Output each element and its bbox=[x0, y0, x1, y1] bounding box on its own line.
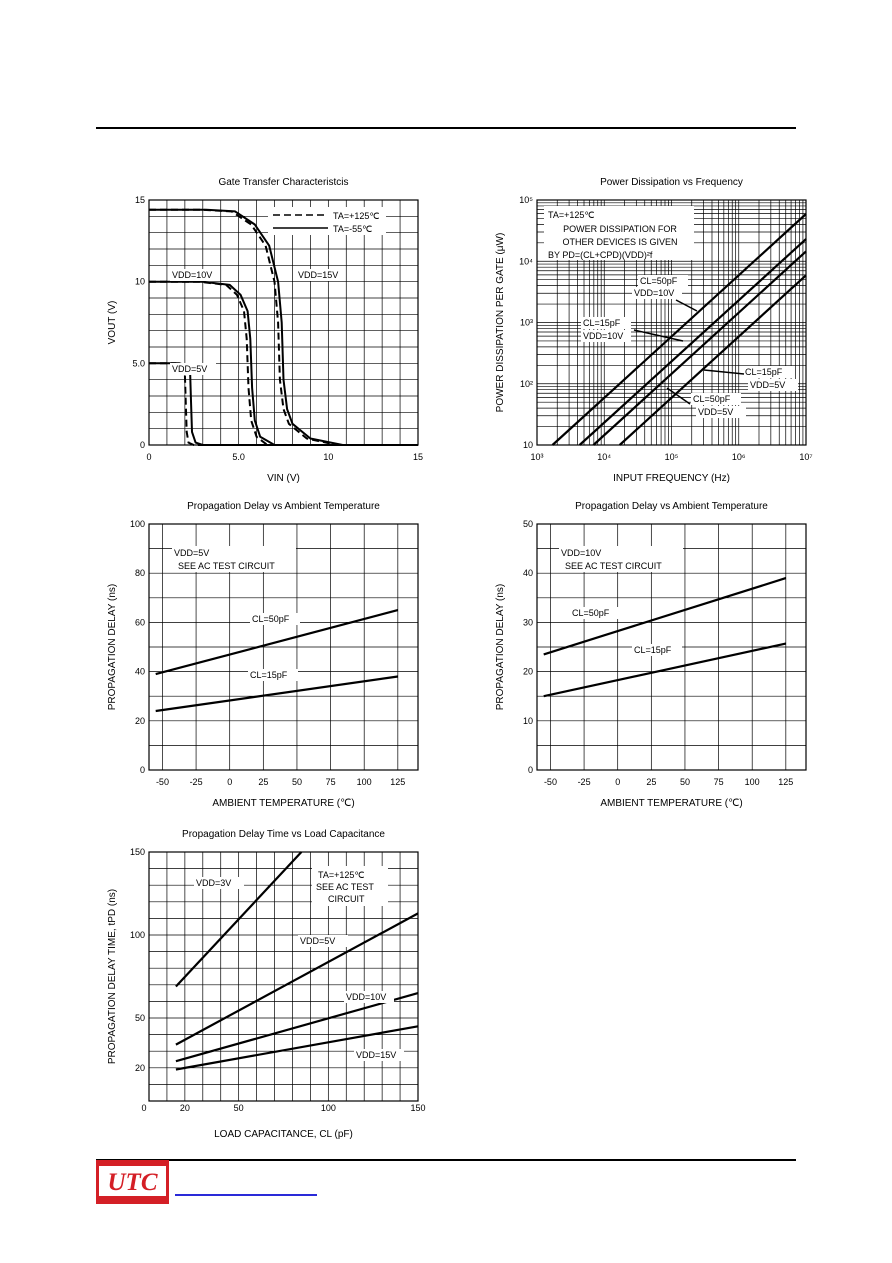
y-axis-label: PROPAGATION DELAY TIME, tPD (ns) bbox=[107, 888, 118, 1065]
y-tick-label: 50 bbox=[134, 1013, 145, 1023]
chart-title: Propagation Delay Time vs Load Capacitance bbox=[182, 829, 385, 840]
y-tick-label: 15 bbox=[134, 195, 145, 205]
y-axis-label: POWER DISSIPATION PER GATE (μW) bbox=[495, 232, 506, 413]
x-tick-label: 10⁶ bbox=[731, 452, 746, 462]
x-tick-label: 5.0 bbox=[232, 452, 245, 462]
x-tick-label: -25 bbox=[189, 777, 203, 787]
x-tick-label: 100 bbox=[744, 777, 760, 787]
y-tick-label: 10² bbox=[519, 378, 533, 389]
y-tick-label: 50 bbox=[522, 519, 533, 529]
x-tick-label: -25 bbox=[577, 777, 591, 787]
y-tick-label: 100 bbox=[129, 930, 145, 940]
note-label: BY PD=(CL+CPD)(VDD)²f bbox=[548, 250, 653, 260]
y-axis-label: PROPAGATION DELAY (ns) bbox=[107, 583, 118, 711]
y-tick-label: 20 bbox=[134, 715, 145, 726]
annotation-label: CL=15pF bbox=[583, 318, 621, 328]
x-tick-label: 50 bbox=[233, 1103, 244, 1113]
y-tick-label: 0 bbox=[139, 765, 145, 775]
y-tick-label: 10 bbox=[522, 440, 533, 450]
y-tick-label: 10 bbox=[522, 715, 533, 726]
x-tick-label: 20 bbox=[179, 1103, 190, 1113]
utc-logo-text: UTC bbox=[107, 1169, 158, 1196]
y-tick-label: 60 bbox=[134, 617, 145, 628]
note-label: VDD=10V bbox=[561, 548, 602, 558]
y-tick-label: 10⁵ bbox=[519, 195, 533, 205]
annotation-label: VDD=5V bbox=[172, 364, 208, 374]
x-tick-label: 50 bbox=[679, 777, 690, 787]
annotation-label: CL=15pF bbox=[745, 367, 783, 377]
note-label: SEE AC TEST CIRCUIT bbox=[565, 561, 662, 571]
x-axis-label: AMBIENT TEMPERATURE (℃) bbox=[600, 798, 743, 809]
prop-delay-vdd10-chart bbox=[495, 501, 806, 809]
y-tick-label: 0 bbox=[139, 440, 145, 450]
x-tick-label: 100 bbox=[320, 1103, 336, 1113]
note-label: VDD=5V bbox=[174, 548, 210, 558]
series-line bbox=[176, 913, 418, 1044]
x-tick-label: 10⁵ bbox=[664, 452, 679, 462]
series-line bbox=[580, 239, 806, 445]
chart-title: Propagation Delay vs Ambient Temperature bbox=[187, 501, 380, 512]
x-tick-label: -50 bbox=[543, 777, 557, 787]
prop-delay-vdd5-chart bbox=[107, 501, 418, 809]
annotation-label: VDD=15V bbox=[298, 270, 339, 280]
annotation-label: VDD=10V bbox=[172, 270, 213, 280]
x-tick-label: 125 bbox=[390, 777, 406, 787]
y-tick-label: 0 bbox=[527, 765, 533, 775]
note-label: POWER DISSIPATION FOR bbox=[563, 224, 677, 234]
legend-label: TA=+125℃ bbox=[333, 211, 380, 221]
annotation-label: VDD=10V bbox=[583, 331, 624, 341]
x-tick-label: 25 bbox=[646, 777, 657, 787]
y-tick-label: 5.0 bbox=[132, 358, 145, 369]
gate-transfer-chart bbox=[107, 177, 423, 484]
x-tick-label: 75 bbox=[713, 777, 724, 787]
x-tick-label: 0 bbox=[146, 452, 152, 462]
x-tick-label: 50 bbox=[291, 777, 302, 787]
chart-title: Power Dissipation vs Frequency bbox=[600, 177, 743, 188]
series-label: CL=15pF bbox=[634, 645, 672, 655]
x-tick-label: 15 bbox=[412, 452, 424, 462]
chart-title: Propagation Delay vs Ambient Temperature bbox=[575, 501, 768, 512]
prop-delay-load-cap-chart bbox=[107, 829, 426, 1140]
x-tick-label: 10⁴ bbox=[597, 452, 612, 462]
y-axis-label: VOUT (V) bbox=[107, 300, 118, 345]
plot-frame bbox=[149, 200, 418, 445]
annotation-label: CL=50pF bbox=[693, 394, 731, 404]
x-axis-label: LOAD CAPACITANCE, CL (pF) bbox=[214, 1129, 353, 1140]
series-label: VDD=3V bbox=[196, 878, 232, 888]
x-axis-label: VIN (V) bbox=[267, 473, 300, 484]
y-axis-label: PROPAGATION DELAY (ns) bbox=[495, 583, 506, 711]
x-tick-label: 25 bbox=[258, 777, 269, 787]
note-label: TA=+125℃ bbox=[318, 870, 365, 880]
y-tick-label: 10 bbox=[134, 276, 145, 287]
x-tick-label: 150 bbox=[410, 1103, 426, 1113]
series-label: VDD=15V bbox=[356, 1050, 397, 1060]
annotation-label: VDD=5V bbox=[698, 407, 734, 417]
y-tick-label: 10⁴ bbox=[519, 256, 533, 267]
y-tick-label: 40 bbox=[134, 666, 145, 677]
y-tick-label: 40 bbox=[522, 568, 533, 579]
series-line bbox=[620, 275, 806, 445]
x-tick-label: -50 bbox=[155, 777, 169, 787]
y-tick-label: 10³ bbox=[519, 317, 533, 328]
series-label: CL=50pF bbox=[572, 608, 610, 618]
series-label: VDD=5V bbox=[300, 936, 336, 946]
y-tick-label: 30 bbox=[522, 617, 533, 628]
y-tick-label: 150 bbox=[129, 847, 145, 857]
x-axis-label: INPUT FREQUENCY (Hz) bbox=[613, 473, 730, 484]
x-tick-label: 0 bbox=[141, 1103, 147, 1113]
note-label: CIRCUIT bbox=[328, 894, 365, 904]
y-tick-label: 20 bbox=[522, 666, 533, 677]
x-tick-label: 0 bbox=[615, 777, 621, 787]
footer-link-underline[interactable] bbox=[175, 1194, 317, 1196]
series-label: VDD=10V bbox=[346, 992, 387, 1002]
x-tick-label: 0 bbox=[227, 777, 233, 787]
note-label: TA=+125℃ bbox=[548, 210, 595, 220]
chart-title: Gate Transfer Characteristcis bbox=[218, 177, 349, 188]
annotation-label: VDD=10V bbox=[634, 288, 675, 298]
x-tick-label: 10³ bbox=[530, 452, 544, 462]
x-tick-label: 75 bbox=[325, 777, 336, 787]
x-tick-label: 100 bbox=[356, 777, 372, 787]
power-dissipation-chart bbox=[495, 177, 813, 484]
y-tick-label: 20 bbox=[134, 1062, 145, 1073]
note-label: SEE AC TEST CIRCUIT bbox=[178, 561, 275, 571]
annotation-label: CL=50pF bbox=[640, 276, 678, 286]
x-axis-label: AMBIENT TEMPERATURE (℃) bbox=[212, 798, 355, 809]
annotation-label: VDD=5V bbox=[750, 380, 786, 390]
x-tick-label: 10⁷ bbox=[799, 452, 813, 462]
series-line bbox=[156, 677, 398, 712]
utc-logo bbox=[96, 1160, 169, 1204]
y-tick-label: 100 bbox=[129, 519, 145, 529]
x-tick-label: 125 bbox=[778, 777, 794, 787]
series-line bbox=[149, 210, 418, 445]
note-label: OTHER DEVICES IS GIVEN bbox=[562, 237, 678, 247]
y-tick-label: 80 bbox=[134, 568, 145, 579]
series-label: CL=50pF bbox=[252, 614, 290, 624]
x-tick-label: 10 bbox=[323, 452, 334, 462]
annotation-arrow bbox=[676, 300, 697, 311]
note-label: SEE AC TEST bbox=[316, 882, 374, 892]
footer-rule bbox=[96, 1159, 796, 1161]
legend-label: TA=-55℃ bbox=[333, 224, 373, 234]
series-line bbox=[176, 1026, 418, 1069]
series-label: CL=15pF bbox=[250, 670, 288, 680]
